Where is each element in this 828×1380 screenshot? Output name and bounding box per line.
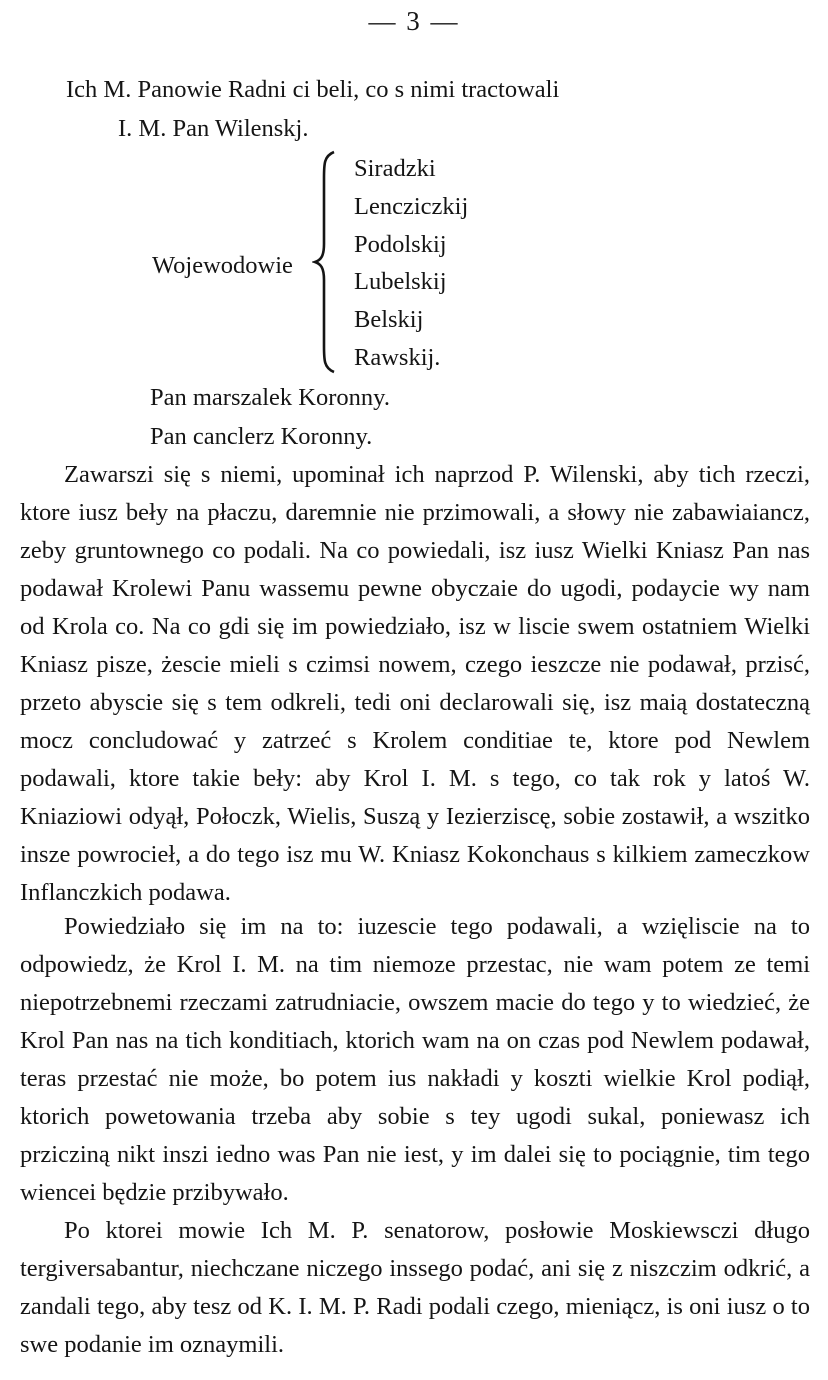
paragraph-2-text: Powiedziało się im na to: iuzescie tego podawali, a wzięliscie na to odpowiedz, że Krol I. M. na tim niemoze przestac, nie wam potem ze temi niepotrzebnemi rzeczami zatrudniacie, owszem macie do tego y to wiedzieć, że Krol Pan nas na tich konditiach, ktorich wam na on czas pod Newlem podawał, teras przestać nie może, bo potem ius nakładi y koszti wielkie Krol podiął, ktorich powetowania trzeba aby sobie s tey ugodi sukal, poniewasz ich przicziną nikt inszi iedno was Pan nie iest, y im dalei się to pociągnie, tim tego wiencei będzie przibywało. — [20, 913, 810, 1206]
list-first-item: I. M. Pan Wilenskj. — [118, 115, 309, 142]
paragraph-3-text: Po ktorei mowie Ich M. P. senatorow, posłowie Moskiewsczi długo tergiversabantur, niechczane niczego inssego podać, ani się z niszczim odkrić, a zandali tego, aby tesz od K. I. M. P. Radi podali czego, mieniącz, is oni iusz o to swe podanie im oznaymili. — [20, 1217, 810, 1358]
group-item-lubelskij: Lubelskij — [354, 268, 447, 295]
paragraph-1 — [20, 456, 810, 912]
list-after-canclerz: Pan canclerz Koronny. — [150, 423, 373, 450]
intro-line: Ich M. Panowie Radni ci beli, co s nimi tractowali — [66, 76, 560, 103]
group-item-lencziczkij: Lencziczkij — [354, 193, 469, 220]
page-number: — 3 — — [368, 6, 460, 36]
paragraph-3 — [20, 1212, 810, 1364]
list-after-marszalek: Pan marszalek Koronny. — [150, 384, 390, 411]
paragraph-1-text: Zawarszi się s niemi, upominał ich naprzod P. Wilenski, aby tich rzeczi, ktore iusz beły na płaczu, daremnie nie przimowali, a słowy nie zabawiaiancz, zeby gruntownego co podali. Na co powiedali, isz iusz Wielki Kniasz Pan nas podawał Krolewi Panu wassemu pewne obyczaie do ugodi, podaycie wy nam od Krola co. Na co gdi się im powiedziało, isz w liscie swem ostatniem Wielki Kniasz pisze, żescie mieli s czimsi nowem, czego ieszcze nie podawał, przisć, przeto abyscie się s tem odkreli, tedi oni declarowali się, isz maią dostateczną mocz concludować y zatrzeć s Krolem conditiae te, ktore pod Newlem podawali, ktore takie beły: aby Krol I. M. s tego, co tak rok y latoś W. Kniaziowi odyął, Połoczk, Wielis, Suszą y Iezierziscę, sobie zostawił, a wszitko insze powrocieł, a do tego isz mu W. Kniasz Kokonchaus s kilkiem zameczkow Inflanczkich podawa. — [20, 461, 810, 906]
curly-brace — [312, 148, 338, 376]
group-item-podolskij: Podolskij — [354, 231, 447, 258]
group-label: Wojewodowie — [152, 252, 293, 279]
group-item-rawskij: Rawskij. — [354, 344, 441, 371]
paragraph-2 — [20, 908, 810, 1212]
group-item-belskij: Belskij — [354, 306, 424, 333]
group-item-siradzki: Siradzki — [354, 155, 436, 182]
